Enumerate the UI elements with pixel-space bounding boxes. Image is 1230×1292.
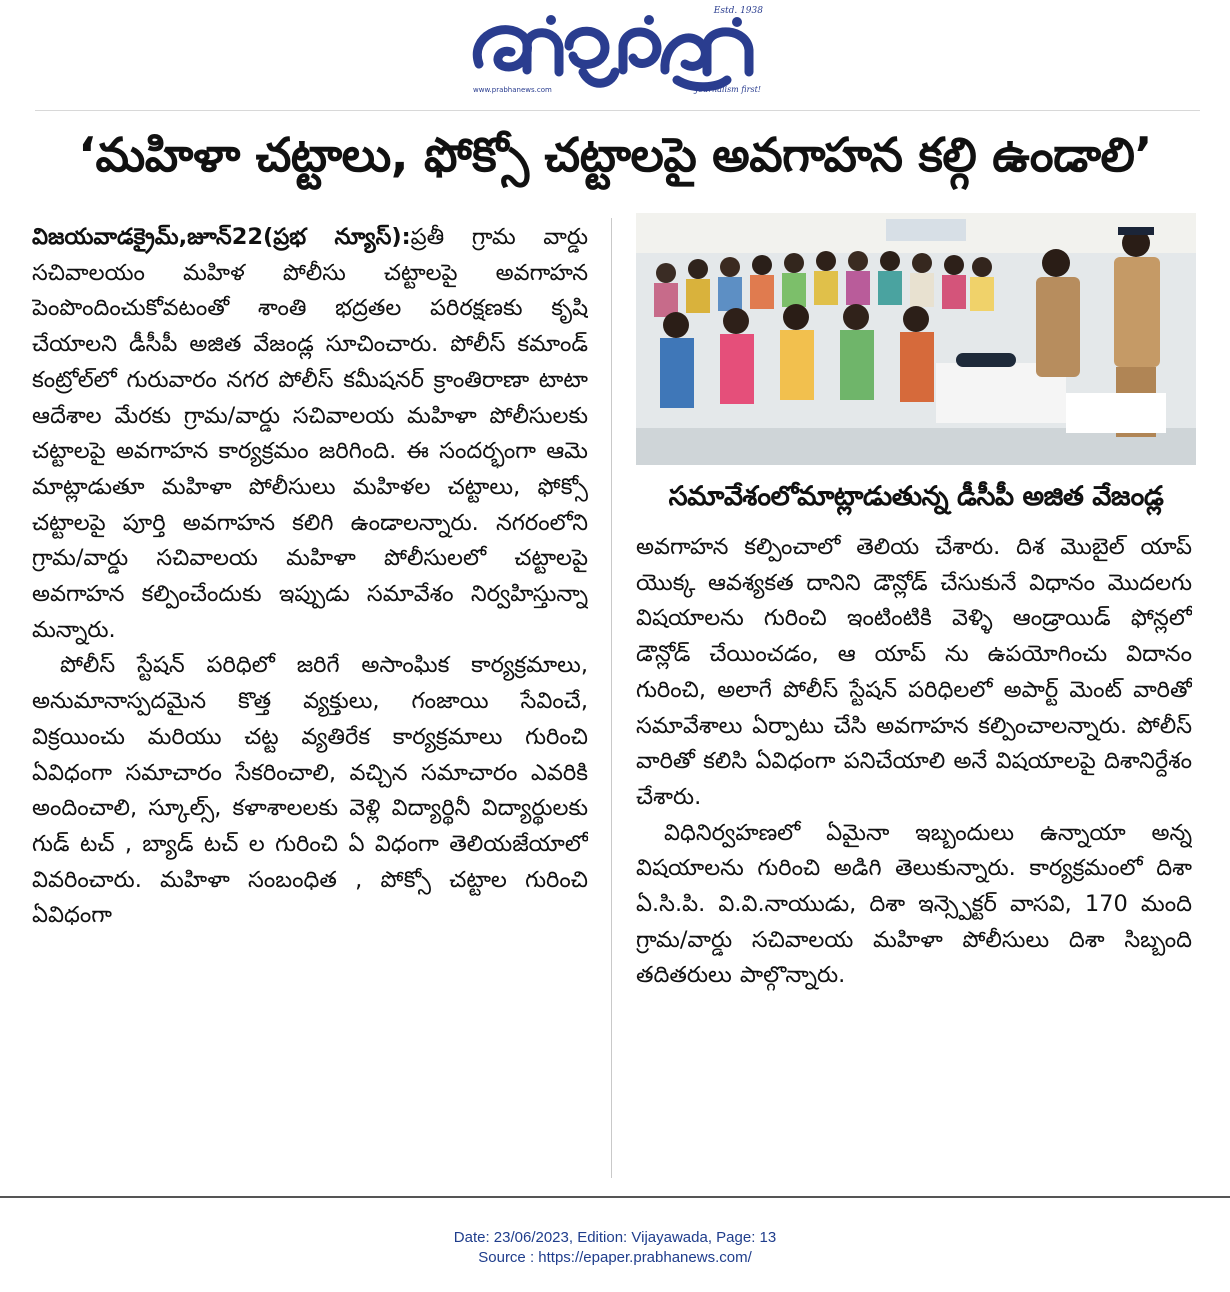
footer-divider	[0, 1196, 1230, 1198]
website-label: www.prabhanews.com	[473, 86, 552, 94]
article-column-right	[636, 530, 1192, 1185]
masthead-divider	[35, 110, 1200, 111]
article-paragraph: విధినిర్వహణలో ఏమైనా ఇబ్బందులు ఉన్నాయా అన్న విషయాలను గురించి అడిగి తెలుకున్నారు. కార్యక్రమంలో దిశా ఏ.సి.పి. వి.వి.నాయుడు, దిశా ఇన్స్పెక్టర్ వాసవి, 170 మంది గ్రామ/వార్డు సచివాలయ మహిళా పోలీసులు దిశా సిబ్బంది తదితరులు పాల్గొన్నారు.	[636, 819, 1192, 989]
footer	[0, 1228, 1230, 1268]
source-link[interactable]: Source : https://epaper.prabhanews.com/	[478, 1249, 752, 1266]
article-headline: ‘మహిళా చట్టాలు, ఫోక్సో చట్టాలపై అవగాహన కల్గి ఉండాలి’	[78, 128, 1152, 183]
article-column-left	[32, 220, 588, 1180]
column-divider	[611, 218, 612, 1178]
photo-caption: సమావేశంలోమాట్లాడుతున్న డీసీపీ అజిత వేజండ్ల	[668, 481, 1164, 512]
paragraph-text: ప్రతీ గ్రామ వార్డు సచివాలయం మహిళ పోలీసు చట్టాలపై అవగాహన పెంపొందించుకోవటంతో శాంతి భద్రతల పరిరక్షణకు కృషి చేయాలని డీసీపీ అజిత వేజండ్ల సూచించారు. పోలీస్ కమాండ్ కంట్రోల్‌లో గురువారం నగర పోలీస్ కమీషనర్ క్రాంతిరాణా టాటా ఆదేశాల మేరకు గ్రామ/వార్డు సచివాలయ మహిళా పోలీసులకు చట్టాలపై అవగాహన కార్యక్రమం జరిగింది. ఈ సందర్భంగా ఆమె మాట్లాడుతూ మహిళా పోలీసులు మహిళల చట్టాలు, ఫోక్సో చట్టాలపై పూర్తి అవగాహన కలిగి ఉండాలన్నారు. నగరంలోని గ్రామ/వార్డు సచివాలయ మహిళా పోలీసులలో చట్టాలపై అవగాహన కల్పించేందుకు ఇప్పుడు సమావేశం నిర్వహిస్తున్నా మన్నారు.	[32, 224, 588, 643]
article-photo[interactable]	[636, 213, 1196, 465]
edition-info: Date: 23/06/2023, Edition: Vijayawada, Page: 13	[453, 1229, 777, 1246]
article-paragraph: పోలీస్ స్టేషన్ పరిధిలో జరిగే అసాంఘిక కార్యక్రమాలు, అనుమానాస్పదమైన కొత్త వ్యక్తులు, గంజాయి సేవించే, విక్రయించు మరియు చట్ట వ్యతిరేక కార్యక్రమాలు గురించి ఏవిధంగా సమాచారం సేకరించాలి, వచ్చిన సమాచారం ఎవరికి అందించాలి, స్కూల్స్, కళాశాలలకు వెళ్లి విద్యార్థినీ విద్యార్థులకు గుడ్ టచ్ , బ్యాడ్ టచ్ ల గురించి ఏ విధంగా తెలియజేయాలో వివరించారు. మహిళా సంబంధిత , పోక్సో చట్టాల గురించి ఏవిధంగా	[32, 652, 588, 929]
article-paragraph: అవగాహన కల్పించాలో తెలియ చేశారు. దిశ మొబైల్ యాప్ యొక్క ఆవశ్యకత దానిని డౌన్లోడ్ చేసుకునే విధానం మొదలగు విషయాలను గురించి ఇంటింటికి వెళ్ళి ఆండ్రాయిడ్ ఫోన్లలో డౌన్లోడ్ చేయించడం, ఆ యాప్ ను ఉపయోగించు విదానం గురించి, అలాగే పోలీస్ స్టేషన్ పరిధిలలో అపార్ట్ మెంట్ వారితో సమావేశాలు ఏర్పాటు చేసి అవగాహన కల్పించాలన్నారు. పోలీస్ వారితో కలిసి ఏవిధంగా పనిచేయాలి అనే విషయాలపై దిశానిర్దేశం చేశారు.	[636, 534, 1192, 810]
dateline: విజయవాడక్రైమ్,జూన్22(ప్రభ న్యూస్):	[32, 224, 411, 250]
newspaper-logo[interactable]	[465, 6, 765, 98]
estd-label: Estd. 1938	[713, 6, 763, 16]
tagline-label: Journalism first!	[695, 85, 761, 94]
meeting-photo-illustration	[636, 213, 1196, 465]
article-paragraph	[32, 220, 588, 648]
masthead	[0, 0, 1230, 112]
